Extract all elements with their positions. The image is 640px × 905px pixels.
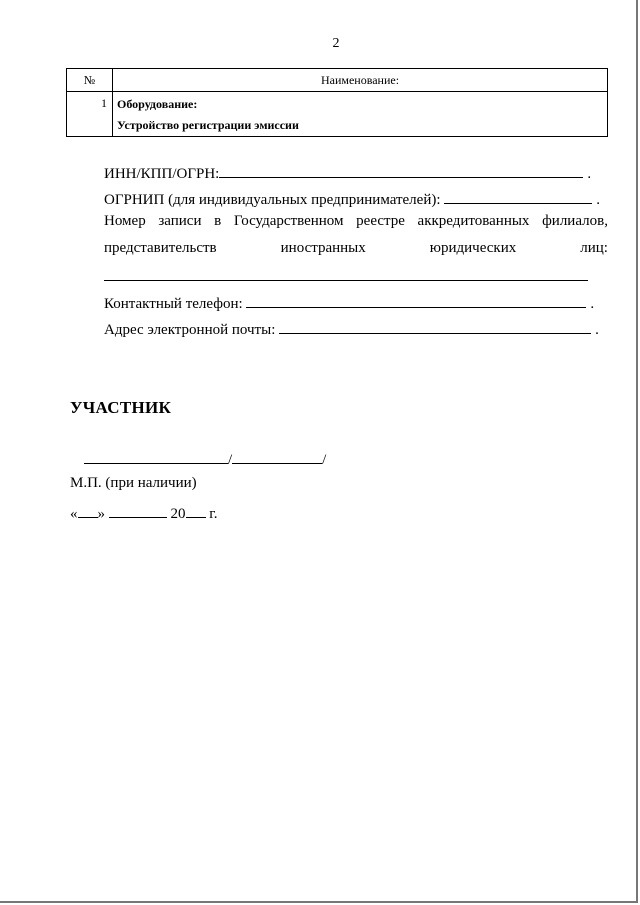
month-blank[interactable] xyxy=(109,502,167,518)
phone-period: . xyxy=(590,296,595,312)
registry-word: представительств xyxy=(104,240,217,256)
registry-line-2 xyxy=(104,240,608,257)
date-line xyxy=(70,502,217,523)
year-prefix: 20 xyxy=(170,506,186,522)
registry-word: записи xyxy=(158,213,202,229)
registry-word: юридических xyxy=(429,240,517,256)
row-number: 1 xyxy=(67,92,113,137)
registry-word: Государственном xyxy=(233,213,344,229)
page-number: 2 xyxy=(332,36,340,51)
email-period: . xyxy=(595,322,599,338)
year-blank[interactable] xyxy=(186,502,206,518)
name-blank[interactable] xyxy=(232,448,322,464)
table-header-row xyxy=(67,69,608,92)
ogrnip-period: . xyxy=(596,192,601,208)
stamp-note: М.П. (при наличии) xyxy=(70,475,197,491)
header-name: Наименование: xyxy=(113,69,608,92)
email-blank[interactable] xyxy=(279,318,591,334)
date-quote-close: » xyxy=(97,506,105,522)
header-number: № xyxy=(67,69,113,92)
phone-field xyxy=(104,292,594,313)
phone-blank[interactable] xyxy=(246,292,586,308)
registry-word: филиалов, xyxy=(542,213,608,229)
row-name xyxy=(113,92,608,137)
table-row xyxy=(67,92,608,137)
signature-blank[interactable] xyxy=(84,448,228,464)
phone-label: Контактный телефон: xyxy=(104,296,243,312)
registry-word: аккредитованных xyxy=(417,213,530,229)
items-table xyxy=(66,68,608,137)
ogrnip-label: ОГРНИП (для индивидуальных предпринимателей): xyxy=(104,192,441,208)
registry-line-1 xyxy=(104,213,608,230)
signature-line xyxy=(84,448,326,469)
registry-word: реестре xyxy=(356,213,405,229)
signature-slash: / xyxy=(228,452,233,468)
registry-word: в xyxy=(214,213,222,229)
registry-blank[interactable] xyxy=(104,279,588,281)
row-name-line-1: Оборудование: xyxy=(117,97,198,111)
email-label: Адрес электронной почты: xyxy=(104,322,276,338)
inn-period: . xyxy=(587,166,592,182)
signature-slash: / xyxy=(322,452,327,468)
registry-word: Номер xyxy=(104,213,146,229)
ogrnip-field xyxy=(104,188,600,209)
email-field xyxy=(104,318,599,339)
row-name-line-2: Устройство регистрации эмиссии xyxy=(117,118,299,132)
registry-word: иностранных xyxy=(280,240,366,256)
inn-field xyxy=(104,162,591,183)
inn-blank[interactable] xyxy=(219,162,583,178)
ogrnip-blank[interactable] xyxy=(444,188,592,204)
registry-word: лиц: xyxy=(580,240,608,256)
date-quote-open: « xyxy=(70,506,78,522)
day-blank[interactable] xyxy=(78,502,98,518)
inn-label: ИНН/КПП/ОГРН: xyxy=(104,166,220,182)
participant-title: УЧАСТНИК xyxy=(70,398,172,417)
year-suffix: г. xyxy=(209,506,218,522)
